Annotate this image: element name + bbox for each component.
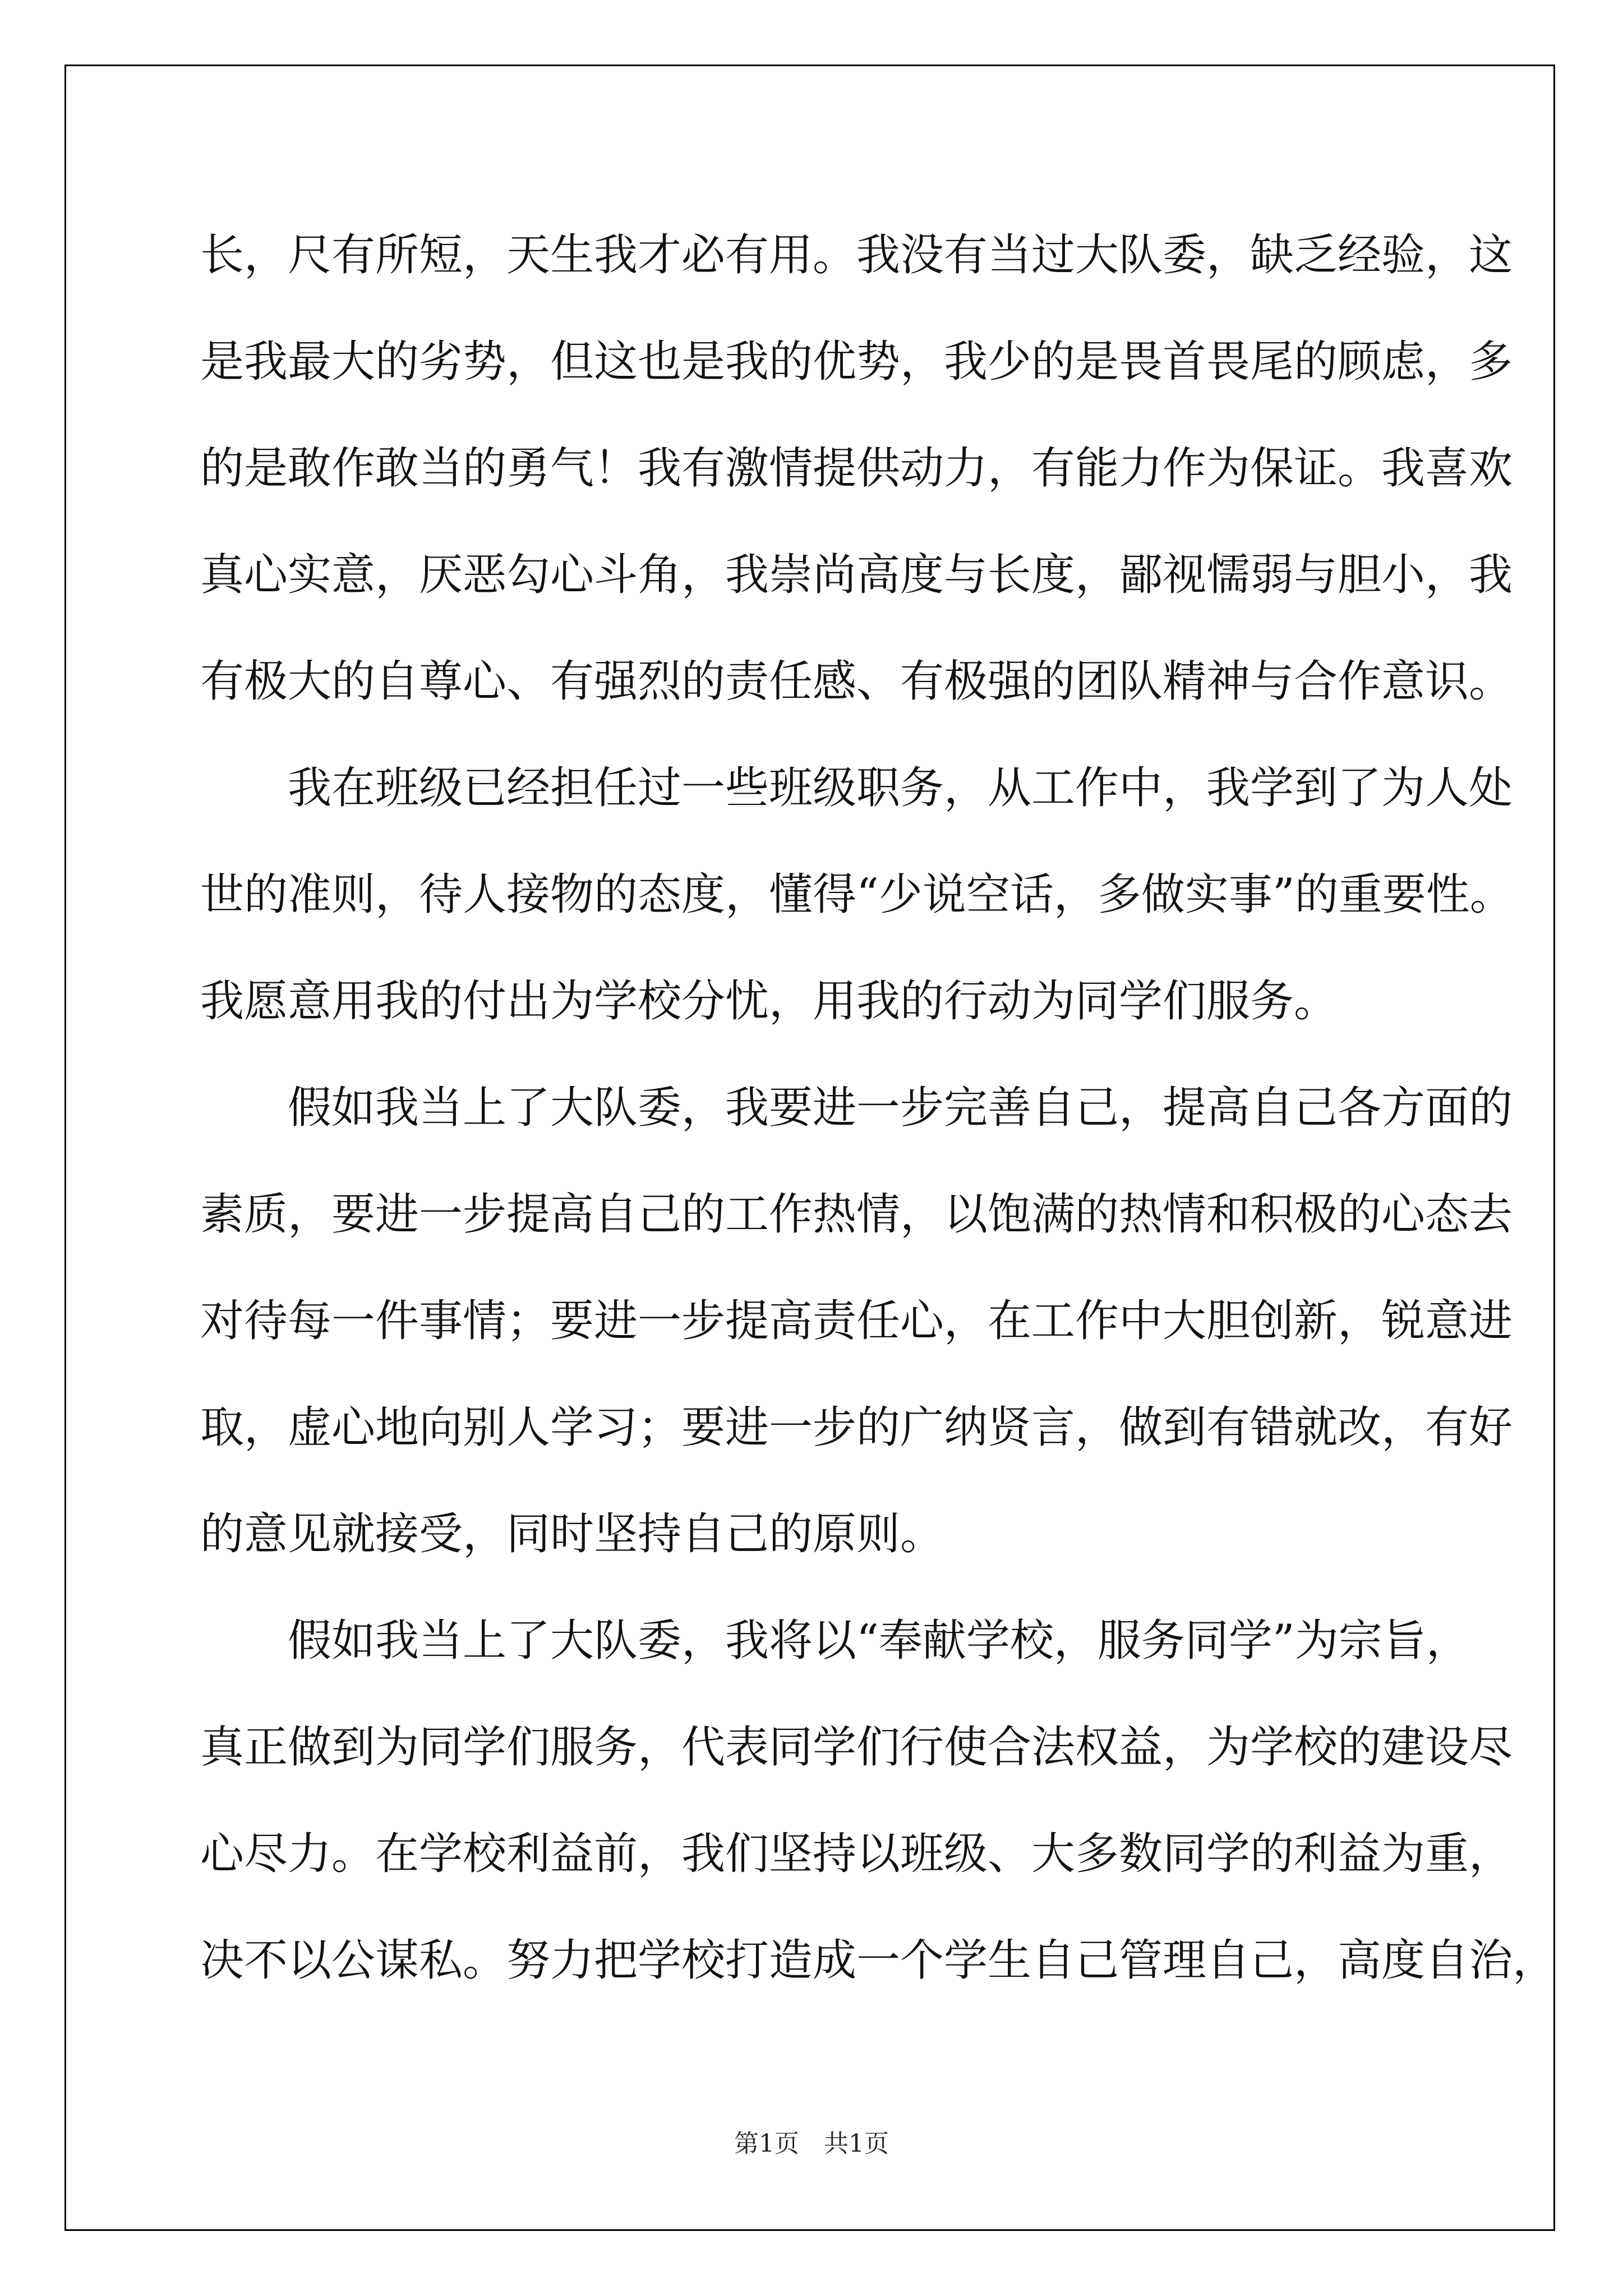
text-line: 对待每一件事情；要进一步提高责任心，在工作中大胆创新，锐意进: [200, 1296, 1513, 1346]
text-line: 真心实意，厌恶勾心斗角，我崇尚高度与长度，鄙视懦弱与胆小，我: [200, 550, 1513, 600]
text-line: 假如我当上了大队委，我要进一步完善自己，提高自己各方面的: [200, 1083, 1513, 1133]
text-line: 的是敢作敢当的勇气！我有激情提供动力，有能力作为保证。我喜欢: [200, 443, 1513, 494]
text-line: 世的准则，待人接物的态度，懂得“少说空话，多做实事”的重要性。: [200, 869, 1514, 920]
text-line: 长，尺有所短，天生我才必有用。我没有当过大队委，缺乏经验，这: [200, 230, 1513, 280]
page-number-footer: 第1页 共1页: [734, 2129, 889, 2158]
text-line: 决不以公谋私。努力把学校打造成一个学生自己管理自己，高度自治，: [200, 1935, 1557, 1986]
text-line: 是我最大的劣势，但这也是我的优势，我少的是畏首畏尾的顾虑，多: [200, 337, 1513, 387]
document-body: [200, 202, 1557, 2014]
text-line: 我在班级已经担任过一些班级职务，从工作中，我学到了为人处: [200, 763, 1513, 813]
text-line: 取，虚心地向别人学习；要进一步的广纳贤言，做到有错就改，有好: [200, 1402, 1513, 1453]
text-line: 的意见就接受，同时坚持自己的原则。: [200, 1509, 944, 1559]
text-line: 有极大的自尊心、有强烈的责任感、有极强的团队精神与合作意识。: [200, 656, 1513, 707]
text-line: 素质，要进一步提高自己的工作热情，以饱满的热情和积极的心态去: [200, 1189, 1513, 1240]
text-line: 心尽力。在学校利益前，我们坚持以班级、大多数同学的利益为重，: [200, 1829, 1513, 1879]
text-line: 假如我当上了大队委，我将以“奉献学校，服务同学”为宗旨，: [200, 1616, 1470, 1666]
text-line: 真正做到为同学们服务，代表同学们行使合法权益，为学校的建设尽: [200, 1722, 1513, 1773]
text-line: 我愿意用我的付出为学校分忧，用我的行动为同学们服务。: [200, 976, 1338, 1027]
